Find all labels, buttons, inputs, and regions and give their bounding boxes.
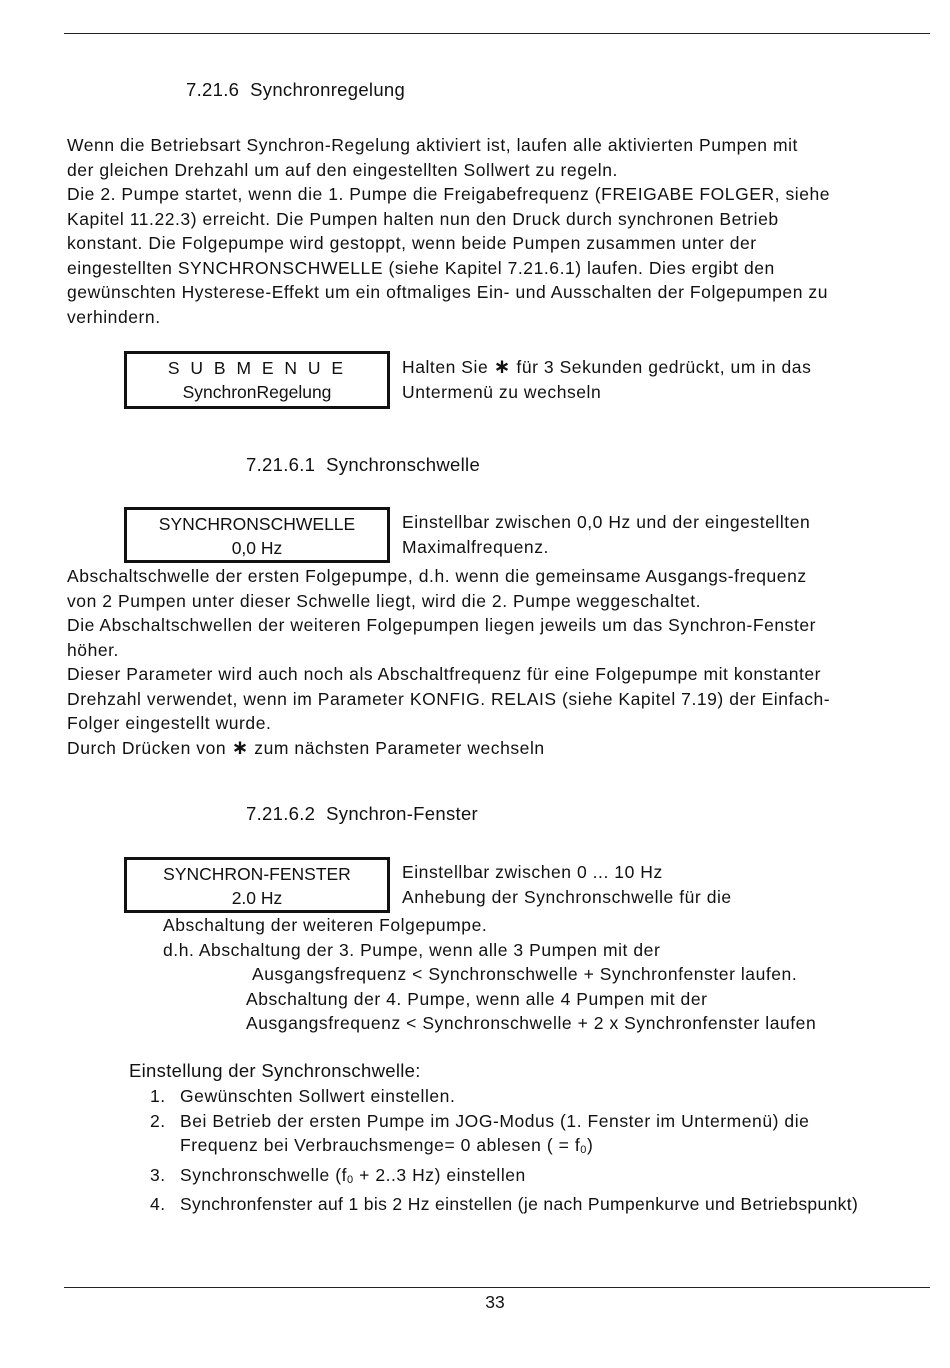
intro-line: verhindern.: [67, 306, 161, 327]
submenu-display-box: [124, 351, 390, 409]
list-number: 3.: [150, 1164, 166, 1185]
list-number: 4.: [150, 1194, 166, 1214]
list-number: 2.: [150, 1110, 166, 1131]
body-line: Dieser Parameter wird auch noch als Abschaltfrequenz für eine Folgepumpe mit konstanter: [67, 664, 822, 684]
list-text-tail: + 2..3 Hz) einstellen: [353, 1164, 526, 1185]
list-item: [150, 1133, 940, 1163]
submenu-desc-before: Halten Sie: [402, 357, 489, 377]
intro-line: eingestellten SYNCHRONSCHWELLE (siehe Kapitel 7.21.6.1) laufen. Dies ergibt den: [67, 257, 775, 278]
next-param-before: Durch Drücken von: [67, 737, 227, 758]
body-line: Folger eingestellt wurde.: [67, 713, 272, 733]
section-heading: [186, 79, 405, 101]
box-param-name: SYNCHRON-FENSTER: [163, 864, 351, 884]
subsection-number: 7.21.6.1: [246, 454, 316, 475]
settings-list: [150, 1084, 940, 1217]
synchronschwelle-description: [402, 510, 810, 559]
subsection-title: Synchron-Fenster: [326, 803, 478, 824]
intro-line: konstant. Die Folgepumpe wird gestoppt, wenn beide Pumpen zusammen unter der: [67, 233, 757, 253]
body-line: Ausgangsfrequenz < Synchronschwelle + 2 x Synchronfenster laufen: [246, 1013, 817, 1033]
synchronschwelle-body: [67, 564, 937, 760]
body-line: Die Abschaltschwellen der weiteren Folgepumpen liegen jeweils um das Synchron-Fenster: [67, 615, 817, 635]
box-param-value: 2.0 Hz: [231, 888, 283, 908]
intro-line: Wenn die Betriebsart Synchron-Regelung aktiviert ist, laufen alle aktivierten Pumpen mit: [67, 135, 798, 155]
synchron-fenster-description: [402, 860, 732, 909]
settings-heading: Einstellung der Synchronschwelle:: [129, 1060, 421, 1081]
subsection-heading: [246, 803, 478, 825]
submenu-box-line1: S U B M E N U E: [167, 358, 347, 378]
star-key-icon: ∗: [231, 736, 249, 759]
intro-line: gewünschten Hysterese-Effekt um ein oftmaliges Ein- und Ausschalten der Folgepumpen zu: [67, 282, 828, 302]
subscript: 0: [580, 1144, 587, 1156]
list-text: Synchronschwelle (f: [180, 1164, 348, 1185]
desc-line: Maximalfrequenz.: [402, 536, 549, 557]
list-text: Bei Betrieb der ersten Pumpe im JOG-Modus (1. Fenster im Untermenü) die: [180, 1110, 810, 1131]
body-line: Ausgangsfrequenz < Synchronschwelle + Synchronfenster laufen.: [252, 964, 798, 984]
next-param-after: zum nächsten Parameter wechseln: [254, 737, 545, 758]
top-rule: [64, 33, 930, 34]
box-param-name: SYNCHRONSCHWELLE: [158, 514, 356, 534]
subscript: 0: [347, 1173, 354, 1186]
body-line: Abschaltung der 4. Pumpe, wenn alle 4 Pumpen mit der: [246, 988, 708, 1009]
section-title: Synchronregelung: [250, 79, 406, 100]
subsection-title: Synchronschwelle: [326, 454, 481, 475]
desc-line: Einstellbar zwischen 0 ... 10 Hz: [402, 862, 663, 882]
list-text: Synchronfenster auf 1 bis 2 Hz einstellen (je nach Pumpenkurve und Betriebspunkt): [180, 1194, 859, 1214]
list-text-tail: ): [586, 1135, 594, 1155]
bottom-rule: [64, 1287, 930, 1288]
intro-paragraph: [67, 133, 937, 329]
section-number: 7.21.6: [186, 79, 240, 100]
desc-line: Anhebung der Synchronschwelle für die: [402, 886, 732, 907]
body-line: Abschaltung der weiteren Folgepumpe.: [163, 915, 488, 935]
submenu-desc-line2: Untermenü zu wechseln: [402, 381, 602, 402]
body-line: höher.: [67, 639, 119, 660]
body-line: von 2 Pumpen unter dieser Schwelle liegt, wird die 2. Pumpe weggeschaltet.: [67, 590, 702, 611]
submenu-box-line2: SynchronRegelung: [182, 382, 332, 402]
list-item: [150, 1109, 940, 1134]
body-line: d.h. Abschaltung der 3. Pumpe, wenn alle 3 Pumpen mit der: [163, 939, 661, 960]
list-item: [150, 1163, 940, 1193]
synchron-fenster-body: [163, 913, 923, 1036]
list-text: Gewünschten Sollwert einstellen.: [180, 1086, 456, 1106]
intro-line: Kapitel 11.22.3) erreicht. Die Pumpen halten nun den Druck durch synchronen Betrieb: [67, 208, 779, 229]
page-number: 33: [485, 1292, 505, 1312]
body-line: Abschaltschwelle der ersten Folgepumpe, d.h. wenn die gemeinsame Ausgangs-frequenz: [67, 566, 807, 586]
list-item: [150, 1192, 940, 1217]
star-key-icon: ∗: [493, 356, 511, 378]
desc-line: Einstellbar zwischen 0,0 Hz und der eingestellten: [402, 512, 811, 532]
list-item: [150, 1084, 940, 1109]
subsection-heading: [246, 454, 480, 476]
list-number: 1.: [150, 1086, 166, 1106]
synchronschwelle-display-box: [124, 507, 390, 563]
submenu-description: [402, 355, 811, 404]
body-line: Drehzahl verwendet, wenn im Parameter KONFIG. RELAIS (siehe Kapitel 7.19) der Einfach-: [67, 688, 831, 709]
synchron-fenster-display-box: [124, 857, 390, 913]
subsection-number: 7.21.6.2: [246, 803, 316, 824]
list-text: Frequenz bei Verbrauchsmenge= 0 ablesen ( = f: [180, 1135, 581, 1155]
box-param-value: 0,0 Hz: [231, 538, 283, 558]
intro-line: Die 2. Pumpe startet, wenn die 1. Pumpe die Freigabefrequenz (FREIGABE FOLGER, siehe: [67, 184, 831, 204]
intro-line: der gleichen Drehzahl um auf den eingestellten Sollwert zu regeln.: [67, 159, 618, 180]
submenu-desc-after: für 3 Sekunden gedrückt, um in das: [516, 357, 812, 377]
